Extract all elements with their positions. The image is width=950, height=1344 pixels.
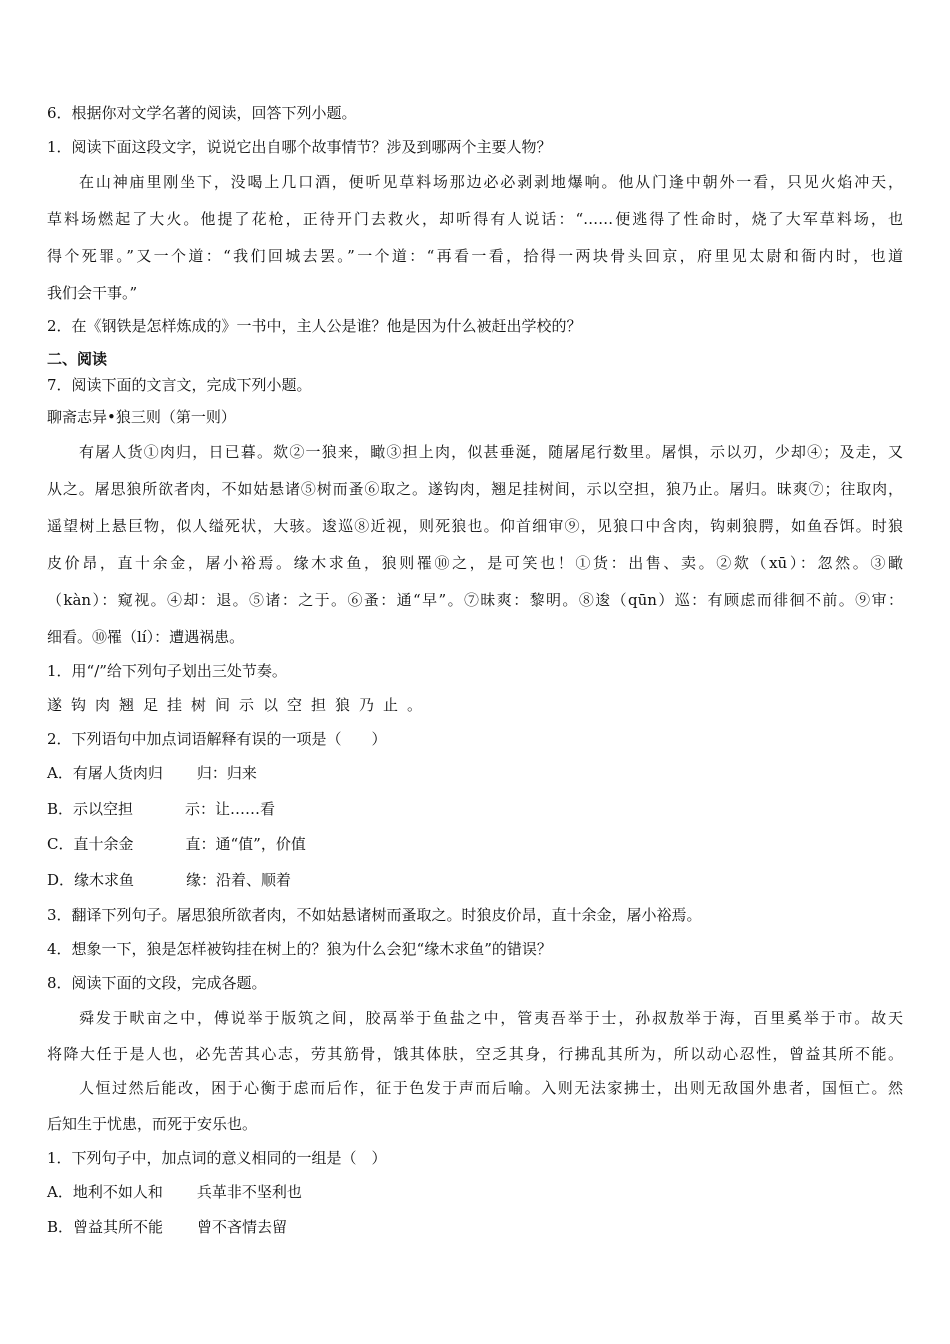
option-row bbox=[47, 1181, 302, 1203]
q6-sub2: 2．在《钢铁是怎样炼成的》一书中，主人公是谁？他是因为什么被赶出学校的？ bbox=[47, 317, 582, 335]
q7-passage-line: 从之。屠思狼所欲者肉，不如姑悬诸⑤树而蚤⑥取之。遂钩肉，翘足挂树间，示以空担，狼乃止。屠归。昧爽⑦；往取肉， bbox=[47, 480, 903, 498]
q8-passage-line: 后知生于忧患，而死于安乐也。 bbox=[47, 1115, 258, 1133]
q6-passage-line: 得个死罪。”又一个道：“我们回城去罢。”一个道：“再看一看，拾得一两块骨头回京，府里见太尉和衙内时，也道 bbox=[47, 247, 903, 265]
option-gloss: 曾不吝情去留 bbox=[197, 1218, 288, 1236]
q7-sub2: 2．下列语句中加点词语解释有误的一项是（ ） bbox=[47, 730, 387, 748]
option-phrase: 缘木求鱼 bbox=[74, 871, 135, 889]
q7-passage-line: 皮价昂，直十余金，屠小裕焉。缘木求鱼，狼则罹⑩之，是可笑也！①货：出售、卖。②欻（xū）：忽然。③瞰 bbox=[47, 554, 903, 572]
q6-passage-line: 我们会干事。” bbox=[47, 284, 138, 302]
q7-source: 聊斋志异•狼三则（第一则） bbox=[47, 408, 236, 426]
option-letter: B． bbox=[47, 1218, 74, 1236]
option-gloss: 归：归来 bbox=[196, 764, 257, 782]
option-letter: A． bbox=[47, 1183, 73, 1201]
option-letter: B． bbox=[47, 800, 74, 818]
section-heading: 二、阅读 bbox=[47, 350, 108, 368]
q7-sub1: 1．用“/”给下列句子划出三处节奏。 bbox=[47, 662, 287, 680]
option-row bbox=[47, 869, 291, 891]
option-gloss: 示：让……看 bbox=[185, 800, 276, 818]
q7-passage-line: 细看。⑩罹（lí）：遭遇祸患。 bbox=[47, 628, 245, 646]
option-phrase: 曾益其所不能 bbox=[73, 1218, 164, 1236]
option-phrase: 有屠人货肉归 bbox=[72, 764, 163, 782]
option-gloss: 直：通“值”，价值 bbox=[185, 835, 306, 853]
q7-sub3: 3．翻译下列句子。屠思狼所欲者肉，不如姑悬诸树而蚤取之。时狼皮价昂，直十余金，屠小裕焉。 bbox=[47, 906, 702, 924]
q8-title: 8．阅读下面的文段，完成各题。 bbox=[47, 974, 267, 992]
q7-title: 7．阅读下面的文言文，完成下列小题。 bbox=[47, 376, 312, 394]
option-phrase: 地利不如人和 bbox=[72, 1183, 163, 1201]
option-letter: A． bbox=[47, 764, 73, 782]
option-row bbox=[47, 798, 275, 820]
option-letter: C． bbox=[47, 835, 74, 853]
option-row bbox=[47, 762, 257, 784]
q7-rhythm-sentence: 遂钩肉翘足挂树间示以空担狼乃止。 bbox=[47, 696, 432, 714]
q7-passage-line: 遥望树上悬巨物，似人缢死状，大骇。逡巡⑧近视，则死狼也。仰首细审⑨，见狼口中含肉，钩刺狼腭，如鱼吞饵。时狼 bbox=[47, 517, 903, 535]
option-gloss: 缘：沿着、顺着 bbox=[186, 871, 292, 889]
option-phrase: 示以空担 bbox=[73, 800, 134, 818]
q6-sub1: 1．阅读下面这段文字，说说它出自哪个故事情节？涉及到哪两个主要人物？ bbox=[47, 138, 552, 156]
option-phrase: 直十余金 bbox=[73, 835, 134, 853]
q7-sub4: 4．想象一下，狼是怎样被钩挂在树上的？狼为什么会犯“缘木求鱼”的错误？ bbox=[47, 940, 552, 958]
q7-passage-line: 有屠人货①肉归，日已暮。欻②一狼来，瞰③担上肉，似甚垂涎，随屠尾行数里。屠惧，示以刃，少却④；及走，又 bbox=[79, 443, 903, 461]
q8-passage-line: 将降大任于是人也，必先苦其心志，劳其筋骨，饿其体肤，空乏其身，行拂乱其所为，所以动心忍性，曾益其所不能。 bbox=[47, 1045, 903, 1063]
option-gloss: 兵革非不坚利也 bbox=[196, 1183, 302, 1201]
q7-passage-line: （kàn）：窥视。④却：退。⑤诸：之于。⑥蚤：通“早”。⑦昧爽：黎明。⑧逡（qūn）巡：有顾虑而徘徊不前。⑨审： bbox=[47, 591, 903, 609]
q6-passage-line: 草料场燃起了大火。他提了花枪，正待开门去救火，却听得有人说话：“……便逃得了性命时，烧了大军草料场，也 bbox=[47, 210, 903, 228]
q6-title: 6．根据你对文学名著的阅读，回答下列小题。 bbox=[47, 104, 357, 122]
q8-passage-line: 舜发于畎亩之中，傅说举于版筑之间，胶鬲举于鱼盐之中，管夷吾举于士，孙叔敖举于海，百里奚举于市。故天 bbox=[79, 1009, 903, 1027]
q6-passage-line: 在山神庙里刚坐下，没喝上几口酒，便听见草料场那边必必剥剥地爆响。他从门逢中朝外一看，只见火焰冲天， bbox=[79, 173, 903, 191]
q8-sub1: 1．下列句子中，加点词的意义相同的一组是（ ） bbox=[47, 1149, 387, 1167]
q8-passage-line: 人恒过然后能改，困于心衡于虑而后作，征于色发于声而后喻。入则无法家拂士，出则无敌国外患者，国恒亡。然 bbox=[79, 1079, 903, 1097]
option-row bbox=[47, 833, 306, 855]
option-row bbox=[47, 1216, 287, 1238]
option-letter: D． bbox=[47, 871, 75, 889]
